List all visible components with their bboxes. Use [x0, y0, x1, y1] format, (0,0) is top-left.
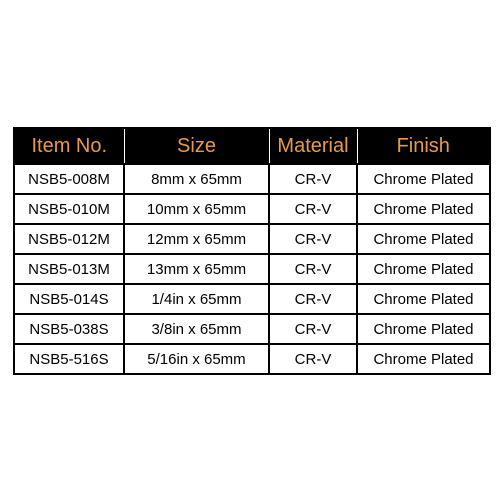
cell-item-no: NSB5-038S — [14, 314, 124, 344]
spec-table — [13, 127, 491, 375]
table-row — [14, 224, 490, 254]
cell-finish: Chrome Plated — [357, 344, 490, 374]
table-header — [14, 128, 490, 164]
cell-material: CR-V — [269, 224, 357, 254]
cell-item-no: NSB5-014S — [14, 284, 124, 314]
table-row — [14, 344, 490, 374]
header-item-no: Item No. — [14, 128, 124, 164]
cell-item-no: NSB5-516S — [14, 344, 124, 374]
cell-material: CR-V — [269, 194, 357, 224]
cell-item-no: NSB5-010M — [14, 194, 124, 224]
table-row — [14, 254, 490, 284]
cell-item-no: NSB5-012M — [14, 224, 124, 254]
cell-material: CR-V — [269, 284, 357, 314]
cell-material: CR-V — [269, 164, 357, 194]
table-row — [14, 314, 490, 344]
cell-size: 1/4in x 65mm — [124, 284, 269, 314]
cell-finish: Chrome Plated — [357, 314, 490, 344]
cell-size: 10mm x 65mm — [124, 194, 269, 224]
cell-finish: Chrome Plated — [357, 224, 490, 254]
cell-finish: Chrome Plated — [357, 284, 490, 314]
cell-material: CR-V — [269, 254, 357, 284]
table-row — [14, 284, 490, 314]
cell-finish: Chrome Plated — [357, 164, 490, 194]
cell-size: 13mm x 65mm — [124, 254, 269, 284]
header-finish: Finish — [357, 128, 490, 164]
header-size: Size — [124, 128, 269, 164]
cell-finish: Chrome Plated — [357, 194, 490, 224]
cell-item-no: NSB5-008M — [14, 164, 124, 194]
cell-size: 12mm x 65mm — [124, 224, 269, 254]
cell-size: 8mm x 65mm — [124, 164, 269, 194]
table-row — [14, 194, 490, 224]
header-material: Material — [269, 128, 357, 164]
cell-material: CR-V — [269, 344, 357, 374]
cell-size: 3/8in x 65mm — [124, 314, 269, 344]
cell-item-no: NSB5-013M — [14, 254, 124, 284]
cell-size: 5/16in x 65mm — [124, 344, 269, 374]
cell-material: CR-V — [269, 314, 357, 344]
cell-finish: Chrome Plated — [357, 254, 490, 284]
table-row — [14, 164, 490, 194]
header-row — [14, 128, 490, 164]
table-body — [14, 164, 490, 374]
